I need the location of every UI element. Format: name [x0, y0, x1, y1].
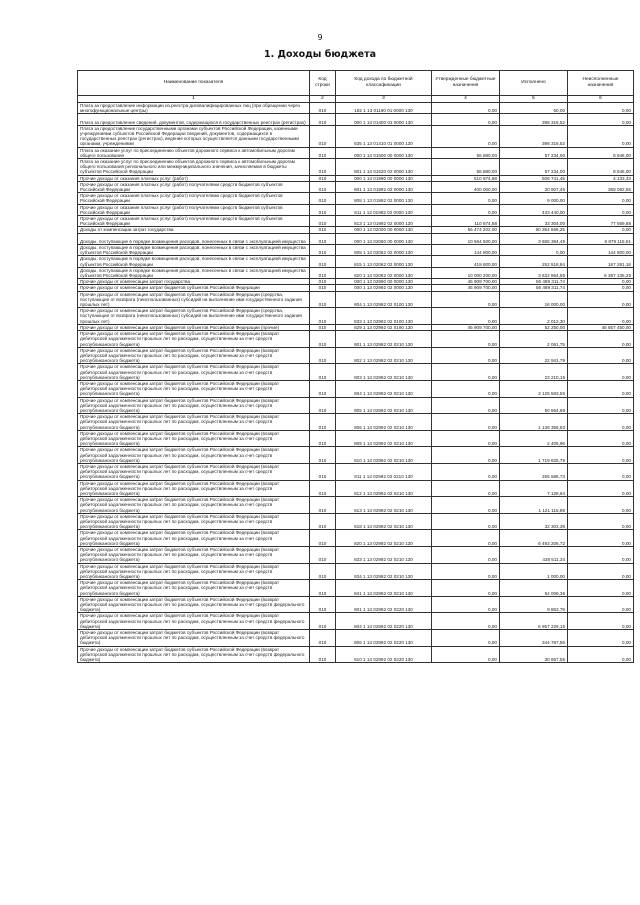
- row-approved-amount: 0,00: [432, 513, 500, 530]
- table-row: [78, 646, 634, 663]
- row-line-code: 010: [310, 181, 336, 192]
- table-row: [78, 596, 634, 613]
- row-indicator-name: Прочие доходы от компенсации затрат бюджетов субъектов Российской Федерации (возврат дебиторской задолженности прошлых лет по расходам, осуществленным за счет средств республиканского бюджета): [78, 563, 310, 580]
- header-unexecuted: Неисполненные назначения: [568, 71, 634, 96]
- table-header-row: [78, 71, 634, 96]
- table-row: [78, 193, 634, 204]
- row-budget-code: 000 1 13 02990 00 0000 130: [336, 279, 432, 285]
- row-approved-amount: 0,00: [432, 291, 500, 308]
- row-approved-amount: 0,00: [432, 596, 500, 613]
- row-executed-amount: 506 741,45: [500, 175, 568, 181]
- row-indicator-name: Прочие доходы от компенсации затрат бюджетов субъектов Российской Федерации (возврат дебиторской задолженности прошлых лет по расходам, осуществленным за счет средств республиканского бюджета): [78, 331, 310, 348]
- page-number: 9: [317, 33, 323, 42]
- row-approved-amount: 0,00: [432, 430, 500, 447]
- row-approved-amount: 56 474 202,00: [432, 227, 500, 233]
- row-executed-amount: 9 000,00: [500, 193, 568, 204]
- row-indicator-name: Прочие доходы от компенсации затрат бюджетов субъектов Российской Федерации (возврат дебиторской задолженности прошлых лет по расходам, осуществленным за счет средств республиканского бюджета): [78, 547, 310, 564]
- row-indicator-name: Плата за предоставление государственными органами субъектов Российской Федерации, казенными учреждениями субъектов Российской Федерации сведений, документов, содержащихся в государственных реестрах (регистрах), ведение которых осуществляется данными государственными органами, учреждениями: [78, 125, 310, 147]
- row-indicator-name: Прочие доходы от компенсации затрат бюджетов субъектов Российской Федерации (возврат дебиторской задолженности прошлых лет по расходам, осуществленным за счет средств республиканского бюджета): [78, 347, 310, 364]
- row-unexecuted-amount: 0,00: [568, 447, 634, 464]
- row-line-code: 010: [310, 613, 336, 630]
- row-approved-amount: 0,00: [432, 125, 500, 147]
- row-executed-amount: 50,00: [500, 103, 568, 114]
- row-indicator-name: Прочие доходы от оказания платных услуг (работ) получателями средств бюджетов субъектов Российской Федерации: [78, 216, 310, 227]
- row-approved-amount: 0,00: [432, 347, 500, 364]
- row-indicator-name: Прочие доходы от оказания платных услуг (работ) получателями средств бюджетов субъектов Российской Федерации: [78, 193, 310, 204]
- row-executed-amount: 57 234,00: [500, 147, 568, 158]
- row-indicator-name: Доходы от компенсации затрат государства: [78, 227, 310, 233]
- row-approved-amount: 0,00: [432, 630, 500, 647]
- table-row: [78, 279, 634, 285]
- row-executed-amount: 22 941,79: [500, 347, 568, 364]
- column-number-row: [78, 96, 634, 103]
- row-approved-amount: 0,00: [432, 463, 500, 480]
- row-line-code: 010: [310, 480, 336, 497]
- table-row: [78, 430, 634, 447]
- row-unexecuted-amount: 0,00: [568, 414, 634, 431]
- row-executed-amount: 3 655 384,49: [500, 233, 568, 244]
- row-budget-code: 801 1 13 01992 02 0000 130: [336, 181, 432, 192]
- row-approved-amount: 10 564 500,00: [432, 233, 500, 244]
- row-budget-code: 808 1 13 02062 02 0000 130: [336, 245, 432, 256]
- header-indicator-name: Наименование показателя: [78, 71, 310, 96]
- row-budget-code: 000 1 13 02060 00 0000 130: [336, 233, 432, 244]
- row-executed-amount: 30 667,55: [500, 646, 568, 663]
- row-budget-code: 801 1 13 02992 02 0210 130: [336, 331, 432, 348]
- row-approved-amount: 0,00: [432, 447, 500, 464]
- row-indicator-name: Прочие доходы от компенсации затрат бюджетов субъектов Российской Федерации (возврат дебиторской задолженности прошлых лет по расходам, осуществленным за счет средств федерального бюджета): [78, 596, 310, 613]
- row-approved-amount: 0,00: [432, 193, 500, 204]
- row-approved-amount: 10 000 200,00: [432, 267, 500, 278]
- row-executed-amount: 50 664,69: [500, 397, 568, 414]
- row-indicator-name: Прочие доходы от оказания платных услуг (работ): [78, 175, 310, 181]
- row-executed-amount: 16 000,00: [500, 291, 568, 308]
- table-row: [78, 480, 634, 497]
- table-row: [78, 308, 634, 325]
- table-row: [78, 547, 634, 564]
- row-indicator-name: Прочие доходы от компенсации затрат бюджетов субъектов Российской Федерации (возврат дебиторской задолженности прошлых лет по расходам, осуществленным за счет средств федерального бюджета): [78, 630, 310, 647]
- row-line-code: 010: [310, 530, 336, 547]
- row-executed-amount: 23 210,15: [500, 364, 568, 381]
- row-line-code: 010: [310, 308, 336, 325]
- row-line-code: 010: [310, 646, 336, 663]
- column-number: 5: [500, 96, 568, 103]
- row-unexecuted-amount: 0,00: [568, 279, 634, 285]
- row-executed-amount: 2 405,96: [500, 430, 568, 447]
- row-unexecuted-amount: 0,00: [568, 563, 634, 580]
- row-executed-amount: 398 318,52: [500, 125, 568, 147]
- row-budget-code: 804 1 13 02992 02 0210 130: [336, 380, 432, 397]
- row-line-code: 010: [310, 630, 336, 647]
- header-line-code: Код строки: [310, 71, 336, 96]
- row-executed-amount: 60 364 666,25: [500, 227, 568, 233]
- row-approved-amount: 0,00: [432, 103, 500, 114]
- row-executed-amount: 0,00: [500, 245, 568, 256]
- table-row: [78, 331, 634, 348]
- table-row: [78, 513, 634, 530]
- table-row: [78, 497, 634, 514]
- row-unexecuted-amount: 0,00: [568, 580, 634, 597]
- row-budget-code: 000 1 13 02000 00 0000 130: [336, 227, 432, 233]
- table-row: [78, 291, 634, 308]
- row-line-code: 010: [310, 596, 336, 613]
- row-budget-code: 805 1 13 02992 02 0210 130: [336, 397, 432, 414]
- row-indicator-name: Прочие доходы от компенсации затрат бюджетов субъектов Российской Федерации (возврат дебиторской задолженности прошлых лет по расходам, осуществленным за счет средств республиканского бюджета): [78, 447, 310, 464]
- row-indicator-name: Прочие доходы от компенсации затрат бюджетов субъектов Российской Федерации (возврат дебиторской задолженности прошлых лет по расходам, осуществленным за счет средств республиканского бюджета): [78, 463, 310, 480]
- row-unexecuted-amount: 0,00: [568, 530, 634, 547]
- row-executed-amount: 252 518,84: [500, 256, 568, 267]
- row-approved-amount: 0,00: [432, 646, 500, 663]
- row-indicator-name: Доходы, поступающие в порядке возмещения расходов, понесенных в связи с эксплуатацией имущества субъектов Российской Федерации: [78, 267, 310, 278]
- row-line-code: 010: [310, 463, 336, 480]
- row-indicator-name: Доходы, поступающие в порядке возмещения расходов, понесенных в связи с эксплуатацией имущества: [78, 233, 310, 244]
- row-unexecuted-amount: 45 857 450,00: [568, 324, 634, 330]
- row-indicator-name: Плата за оказание услуг по присоединению объектов дорожного сервиса к автомобильным дорогам общего пользования регионального или межмуниципального значения, зачисляемая в бюджеты субъектов Российской Федерации: [78, 159, 310, 176]
- row-unexecuted-amount: 6 879 115,51: [568, 233, 634, 244]
- row-executed-amount: 30 907,45: [500, 181, 568, 192]
- row-budget-code: 000 1 13 01400 01 0000 130: [336, 114, 432, 125]
- row-approved-amount: 0,00: [432, 204, 500, 215]
- row-executed-amount: 57 234,00: [500, 159, 568, 176]
- row-indicator-name: Плата за предоставление сведений, документов, содержащихся в государственных реестрах (регистрах): [78, 114, 310, 125]
- row-executed-amount: 1 136 356,83: [500, 414, 568, 431]
- row-line-code: 010: [310, 364, 336, 381]
- row-unexecuted-amount: 0,00: [568, 397, 634, 414]
- row-executed-amount: 2 061,75: [500, 331, 568, 348]
- row-budget-code: 804 1 13 02992 02 0220 130: [336, 613, 432, 630]
- row-budget-code: 812 1 13 02992 02 0210 130: [336, 480, 432, 497]
- table-row: [78, 563, 634, 580]
- row-approved-amount: 0,00: [432, 331, 500, 348]
- section-title: 1. Доходы бюджета: [263, 49, 377, 60]
- row-budget-code: 809 1 13 02992 02 0210 130: [336, 430, 432, 447]
- table-row: [78, 414, 634, 431]
- table-row: [78, 397, 634, 414]
- row-budget-code: 000 1 13 01990 00 0000 130: [336, 175, 432, 181]
- table-row: [78, 364, 634, 381]
- row-executed-amount: 433 440,00: [500, 204, 568, 215]
- row-executed-amount: 33 304,00: [500, 216, 568, 227]
- row-approved-amount: 0,00: [432, 414, 500, 431]
- row-approved-amount: 65 880,00: [432, 147, 500, 158]
- table-row: [78, 463, 634, 480]
- row-executed-amount: 1 719 825,79: [500, 447, 568, 464]
- row-line-code: 010: [310, 256, 336, 267]
- row-indicator-name: Прочие доходы от компенсации затрат бюджетов субъектов Российской Федерации (возврат дебиторской задолженности прошлых лет по расходам, осуществленным за счет средств республиканского бюджета): [78, 414, 310, 431]
- row-indicator-name: Прочие доходы от компенсации затрат бюджетов субъектов Российской Федерации (возврат дебиторской задолженности прошлых лет по расходам, осуществленным за счет средств республиканского бюджета): [78, 497, 310, 514]
- row-executed-amount: 56 489 311,74: [500, 279, 568, 285]
- row-budget-code: 000 1 13 02992 02 0000 130: [336, 285, 432, 291]
- row-indicator-name: Прочие доходы от компенсации затрат бюджетов субъектов Российской Федерации (возврат дебиторской задолженности прошлых лет по расходам, осуществленным за счет средств республиканского бюджета): [78, 397, 310, 414]
- row-budget-code: 810 1 13 02992 02 0210 130: [336, 447, 432, 464]
- row-budget-code: 820 1 13 02992 02 0210 130: [336, 530, 432, 547]
- row-unexecuted-amount: 0,00: [568, 480, 634, 497]
- row-line-code: 010: [310, 331, 336, 348]
- row-unexecuted-amount: 0,00: [568, 547, 634, 564]
- row-executed-amount: 438 511,34: [500, 547, 568, 564]
- row-unexecuted-amount: 0,00: [568, 331, 634, 348]
- row-indicator-name: Прочие доходы от компенсации затрат бюджетов субъектов Российской Федерации (возврат дебиторской задолженности прошлых лет по расходам, осуществленным за счет средств республиканского бюджета): [78, 430, 310, 447]
- row-unexecuted-amount: 0,00: [568, 630, 634, 647]
- row-indicator-name: Прочие доходы от компенсации затрат бюджетов субъектов Российской Федерации (возврат дебиторской задолженности прошлых лет по расходам, осуществленным за счет средств республиканского бюджета): [78, 580, 310, 597]
- column-number: 3: [336, 96, 432, 103]
- row-executed-amount: 32 303,36: [500, 513, 568, 530]
- row-unexecuted-amount: 0,00: [568, 285, 634, 291]
- row-line-code: 010: [310, 193, 336, 204]
- row-indicator-name: Доходы, поступающие в порядке возмещения расходов, понесенных в связи с эксплуатацией имущества субъектов Российской Федерации: [78, 245, 310, 256]
- row-budget-code: 000 1 13 01500 00 0000 130: [336, 147, 432, 158]
- table-row: [78, 324, 634, 330]
- row-line-code: 010: [310, 159, 336, 176]
- row-indicator-name: Прочие доходы от компенсации затрат бюджетов субъектов Российской Федерации (средства, поступающие от возврата (неиспользованных) субсидий на выполнение ими государственного задания прошлых лет): [78, 308, 310, 325]
- row-executed-amount: 1 121 115,86: [500, 497, 568, 514]
- row-approved-amount: 0,00: [432, 397, 500, 414]
- row-unexecuted-amount: 0,00: [568, 308, 634, 325]
- row-unexecuted-amount: 167 281,16: [568, 256, 634, 267]
- row-line-code: 010: [310, 279, 336, 285]
- row-approved-amount: 0,00: [432, 364, 500, 381]
- row-unexecuted-amount: 0,00: [568, 347, 634, 364]
- row-budget-code: 802 1 13 02992 02 0210 130: [336, 347, 432, 364]
- row-unexecuted-amount: 0,00: [568, 204, 634, 215]
- row-unexecuted-amount: 0,00: [568, 114, 634, 125]
- table-row: [78, 580, 634, 597]
- row-budget-code: 815 1 13 02062 02 0000 130: [336, 256, 432, 267]
- row-executed-amount: 1 000,00: [500, 563, 568, 580]
- table-row: [78, 630, 634, 647]
- table-row: [78, 175, 634, 181]
- row-executed-amount: 2 012,30: [500, 308, 568, 325]
- table-row: [78, 347, 634, 364]
- row-approved-amount: 0,00: [432, 547, 500, 564]
- row-line-code: 010: [310, 291, 336, 308]
- row-indicator-name: Прочие доходы от компенсации затрат бюджетов субъектов Российской Федерации (возврат дебиторской задолженности прошлых лет по расходам, осуществленным за счет средств федерального бюджета): [78, 646, 310, 663]
- row-unexecuted-amount: 0,00: [568, 380, 634, 397]
- row-budget-code: 813 1 13 01992 02 0000 130: [336, 216, 432, 227]
- row-line-code: 010: [310, 216, 336, 227]
- row-budget-code: 835 1 13 01410 01 0000 130: [336, 125, 432, 147]
- row-budget-code: 804 1 13 02992 02 0100 130: [336, 291, 432, 308]
- row-approved-amount: 0,00: [432, 380, 500, 397]
- table-row: [78, 380, 634, 397]
- row-line-code: 010: [310, 497, 336, 514]
- table-row: [78, 204, 634, 215]
- row-approved-amount: 65 880,00: [432, 159, 500, 176]
- row-line-code: 010: [310, 125, 336, 147]
- row-executed-amount: 9 863,79: [500, 596, 568, 613]
- row-line-code: 010: [310, 175, 336, 181]
- row-indicator-name: Прочие доходы от компенсации затрат бюджетов субъектов Российской Федерации (возврат дебиторской задолженности прошлых лет по расходам, осуществленным за счет средств республиканского бюджета): [78, 513, 310, 530]
- row-approved-amount: 0,00: [432, 308, 500, 325]
- row-approved-amount: 110 874,88: [432, 216, 500, 227]
- row-unexecuted-amount: 77 569,88: [568, 216, 634, 227]
- row-approved-amount: 144 800,00: [432, 245, 500, 256]
- row-unexecuted-amount: 8 646,00: [568, 147, 634, 158]
- row-unexecuted-amount: 0,00: [568, 291, 634, 308]
- header-approved: Утвержденные бюджетные назначения: [432, 71, 500, 96]
- row-line-code: 010: [310, 380, 336, 397]
- table-row: [78, 245, 634, 256]
- row-approved-amount: 510 874,88: [432, 175, 500, 181]
- row-line-code: 010: [310, 204, 336, 215]
- row-executed-amount: 6 493 206,72: [500, 530, 568, 547]
- row-unexecuted-amount: 0,00: [568, 497, 634, 514]
- row-budget-code: 803 1 13 02992 02 0210 130: [336, 364, 432, 381]
- row-unexecuted-amount: 8 646,00: [568, 159, 634, 176]
- table-row: [78, 233, 634, 244]
- row-indicator-name: Прочие доходы от компенсации затрат бюджетов субъектов Российской Федерации (возврат дебиторской задолженности прошлых лет по расходам, осуществленным за счет средств республиканского бюджета): [78, 380, 310, 397]
- row-executed-amount: 7 128,64: [500, 480, 568, 497]
- row-unexecuted-amount: 0,00: [568, 613, 634, 630]
- row-line-code: 010: [310, 414, 336, 431]
- row-unexecuted-amount: 0,00: [568, 193, 634, 204]
- table-row: [78, 114, 634, 125]
- row-budget-code: 841 1 13 02992 02 0210 130: [336, 580, 432, 597]
- row-unexecuted-amount: 4 133,43: [568, 175, 634, 181]
- row-executed-amount: 6 957 229,15: [500, 613, 568, 630]
- row-budget-code: 833 1 13 02992 02 0210 130: [336, 547, 432, 564]
- row-unexecuted-amount: 0,00: [568, 646, 634, 663]
- row-approved-amount: 45 909 700,00: [432, 285, 500, 291]
- row-approved-amount: 0,00: [432, 613, 500, 630]
- row-indicator-name: Прочие доходы от оказания платных услуг (работ) получателями средств бюджетов субъектов Российской Федерации: [78, 204, 310, 215]
- row-line-code: 010: [310, 513, 336, 530]
- row-indicator-name: Прочие доходы от оказания платных услуг (работ) получателями средств бюджетов субъектов Российской Федерации: [78, 181, 310, 192]
- row-unexecuted-amount: 0,00: [568, 125, 634, 147]
- header-executed: Исполнено: [500, 71, 568, 96]
- row-unexecuted-amount: 0,00: [568, 103, 634, 114]
- row-budget-code: 801 1 13 02992 02 0220 130: [336, 596, 432, 613]
- row-line-code: 010: [310, 563, 336, 580]
- row-budget-code: 808 1 13 01992 02 0000 130: [336, 193, 432, 204]
- row-budget-code: 806 1 13 02992 02 0210 130: [336, 414, 432, 431]
- table-row: [78, 285, 634, 291]
- row-line-code: 010: [310, 324, 336, 330]
- row-executed-amount: 52 250,00: [500, 324, 568, 330]
- table-row: [78, 125, 634, 147]
- row-approved-amount: 0,00: [432, 563, 500, 580]
- row-indicator-name: Прочие доходы от компенсации затрат бюджетов субъектов Российской Федерации (возврат дебиторской задолженности прошлых лет по расходам, осуществленным за счет средств республиканского бюджета): [78, 480, 310, 497]
- header-budget-code: Код дохода по бюджетной классификации: [336, 71, 432, 96]
- row-indicator-name: Прочие доходы от компенсации затрат бюджетов субъектов Российской Федерации (возврат дебиторской задолженности прошлых лет по расходам, осуществленным за счет средств республиканского бюджета): [78, 530, 310, 547]
- table-row: [78, 216, 634, 227]
- table-row: [78, 103, 634, 114]
- row-indicator-name: Прочие доходы от компенсации затрат бюджетов субъектов Российской Федерации (прочие): [78, 324, 310, 330]
- table-row: [78, 256, 634, 267]
- row-budget-code: 813 1 13 02992 02 0210 130: [336, 497, 432, 514]
- row-executed-amount: 255 586,73: [500, 463, 568, 480]
- row-executed-amount: 54 008,36: [500, 580, 568, 597]
- table-row: [78, 530, 634, 547]
- row-executed-amount: 3 125 583,55: [500, 380, 568, 397]
- row-approved-amount: 400 000,00: [432, 181, 500, 192]
- row-line-code: 010: [310, 233, 336, 244]
- column-number: 2: [310, 96, 336, 103]
- row-line-code: 010: [310, 547, 336, 564]
- row-unexecuted-amount: 6 367 135,25: [568, 267, 634, 278]
- row-line-code: 010: [310, 285, 336, 291]
- row-indicator-name: Плата за оказание услуг по присоединению объектов дорожного сервиса к автомобильным дорогам общего пользования: [78, 147, 310, 158]
- row-line-code: 010: [310, 267, 336, 278]
- row-budget-code: 811 1 13 02992 02 0210 130: [336, 463, 432, 480]
- row-indicator-name: Прочие доходы от компенсации затрат бюджетов субъектов Российской Федерации (средства, поступающие от возврата (neиспользованных) субсидий на выполнение ими государственного задания прошлых лет): [78, 291, 310, 308]
- table-row: [78, 447, 634, 464]
- column-number: 6: [568, 96, 634, 103]
- row-approved-amount: 45 909 700,00: [432, 324, 500, 330]
- row-indicator-name: Прочие доходы от компенсации затрат бюджетов субъектов Российской Федерации (возврат дебиторской задолженности прошлых лет по расходам, осуществленным за счет средств республиканского бюджета): [78, 364, 310, 381]
- row-budget-code: 834 1 13 02992 02 0210 130: [336, 563, 432, 580]
- table-body: [78, 103, 634, 663]
- row-line-code: 010: [310, 347, 336, 364]
- row-line-code: 010: [310, 227, 336, 233]
- row-budget-code: 182 1 13 01190 01 0000 130: [336, 103, 432, 114]
- row-approved-amount: 419 800,00: [432, 256, 500, 267]
- table-row: [78, 159, 634, 176]
- row-budget-code: 806 1 13 02992 02 0220 130: [336, 630, 432, 647]
- row-line-code: 010: [310, 430, 336, 447]
- row-unexecuted-amount: 0,00: [568, 596, 634, 613]
- row-executed-amount: 398 318,52: [500, 114, 568, 125]
- row-unexecuted-amount: 0,00: [568, 513, 634, 530]
- row-budget-code: 820 1 13 02062 02 0000 130: [336, 267, 432, 278]
- row-approved-amount: 0,00: [432, 580, 500, 597]
- row-approved-amount: 0,00: [432, 480, 500, 497]
- row-unexecuted-amount: 144 800,00: [568, 245, 634, 256]
- row-unexecuted-amount: 369 092,55: [568, 181, 634, 192]
- table-row: [78, 267, 634, 278]
- column-number: 1: [78, 96, 310, 103]
- row-line-code: 010: [310, 245, 336, 256]
- column-number: 4: [432, 96, 500, 103]
- row-budget-code: 829 1 13 02992 02 0190 130: [336, 324, 432, 330]
- revenue-table: [77, 70, 634, 663]
- row-approved-amount: 0,00: [432, 114, 500, 125]
- row-budget-code: 811 1 13 01992 02 0000 130: [336, 204, 432, 215]
- row-budget-code: 818 1 13 02992 02 0210 130: [336, 513, 432, 530]
- row-approved-amount: 45 909 700,00: [432, 279, 500, 285]
- row-budget-code: 833 1 13 02992 02 0100 130: [336, 308, 432, 325]
- row-indicator-name: Прочие доходы от компенсации затрат бюджетов субъектов Российской Федерации (возврат дебиторской задолженности прошлых лет по расходам, осуществленным за счет средств федерального бюджета): [78, 613, 310, 630]
- row-unexecuted-amount: 0,00: [568, 227, 634, 233]
- table-row: [78, 181, 634, 192]
- row-budget-code: 810 1 13 02992 02 0220 130: [336, 646, 432, 663]
- row-unexecuted-amount: 0,00: [568, 364, 634, 381]
- row-indicator-name: Доходы, поступающие в порядке возмещения расходов, понесенных в связи с эксплуатацией имущества субъектов Российской Федерации: [78, 256, 310, 267]
- row-line-code: 010: [310, 147, 336, 158]
- row-indicator-name: Прочие доходы от компенсации затрат государства: [78, 279, 310, 285]
- table-row: [78, 147, 634, 158]
- row-line-code: 010: [310, 447, 336, 464]
- row-approved-amount: 0,00: [432, 530, 500, 547]
- row-unexecuted-amount: 0,00: [568, 463, 634, 480]
- row-indicator-name: Прочие доходы от компенсации затрат бюджетов субъектов Российской Федерации: [78, 285, 310, 291]
- row-indicator-name: Плата за предоставление информации из реестра дисквалифицированных лиц (при обращении через многофункциональные центры): [78, 103, 310, 114]
- row-line-code: 010: [310, 114, 336, 125]
- table-row: [78, 613, 634, 630]
- row-executed-amount: 344 787,59: [500, 630, 568, 647]
- table-row: [78, 227, 634, 233]
- row-line-code: 010: [310, 580, 336, 597]
- row-unexecuted-amount: 0,00: [568, 430, 634, 447]
- row-approved-amount: 0,00: [432, 497, 500, 514]
- row-line-code: 010: [310, 397, 336, 414]
- row-executed-amount: 56 489 311,74: [500, 285, 568, 291]
- row-executed-amount: 3 632 864,55: [500, 267, 568, 278]
- row-line-code: 010: [310, 103, 336, 114]
- row-budget-code: 801 1 13 01520 02 0000 130: [336, 159, 432, 176]
